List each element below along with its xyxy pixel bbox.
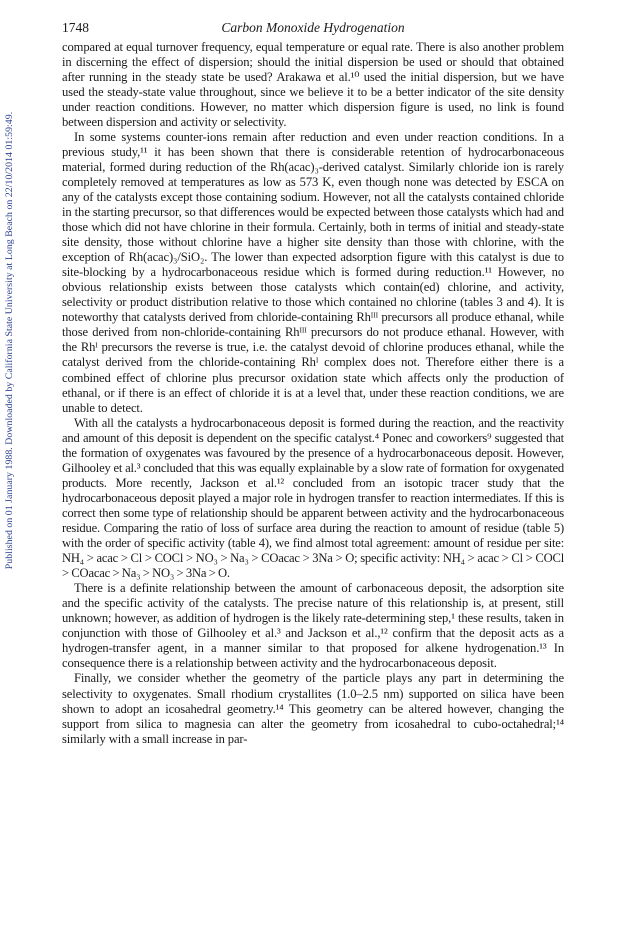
paragraph-hydrocarbonaceous-deposit: With all the catalysts a hydrocarbonaceous deposit is formed during the reaction, and the reactivity and amount of this deposit is dependent on the specific catalyst.⁴ Ponec and coworkers⁹ suggested that the formation of oxygenates was favoured by the presence of a hydrocarbonaceous deposit. However, Gilhooley et al.³ concluded that this was equally explainable by a slow rate of formation for oxygenated products. More recently, Jackson et al.¹² concluded from an isotopic tracer study that the hydrocarbonaceous deposit played a major role in hydrogen transfer to reaction intermediates. If this is correct then some type of relationship should be apparent between activity and the hydrocarbonaceous residue. Comparing the ratio of loss of surface area during the reaction to amount of residue (table 5) with the order of specific activity (table 4), we find almost total agreement: amount of residue per site: NH₄ > acac > Cl > COCl > NO₃ > Na₃ > COacac > 3Na > O; specific activity: NH₄ > acac > Cl > COCl > COacac > Na₃ > NO₃ > 3Na > O.	[62, 415, 564, 581]
paragraph-counter-ions: In some systems counter-ions remain after reduction and even under reaction conditions. In a previous study,¹¹ it has been shown that there is considerable retention of hydrocarbonaceous material, formed during reduction of the Rh(acac)₃-derived catalyst. Similarly chloride ion is rarely completely removed at temperatures as low as 573 K, even though none was detected by ESCA on any of the catalysts except those containing sodium. However, not all the catalysts contained chloride in the starting precursor, so that differences would be expected between those catalysts which had and those which did not have chlorine in their formula. Certainly, both in terms of initial and steady-state site density, those without chlorine have a higher site density than those with chlorine, with the exception of Rh(acac)₃/SiO₂. The lower than expected adsorption figure with this catalyst is due to site-blocking by a hydrocarbonaceous residue which is formed during reduction.¹¹ However, no obvious relationship exists between those catalysts which contain(ed) chlorine, and activity, selectivity or product distribution relative to those which contained no chlorine (tables 3 and 4). It is noteworthy that catalysts derived from chloride-containing Rhᴵᴵᴵ precursors all produce ethanal, while those derived from non-chloride-containing Rhᴵᴵᴵ precursors do not produce ethanal. However, with the Rhᴵ precursors the reverse is true, i.e. the catalyst devoid of chlorine produces ethanal, while the catalyst derived from the chloride-containing Rhᴵ complex does not. Therefore either there is a combined effect of chlorine plus precursor oxidation state which affects only the production of ethanal, or if there is an effect of chloride it is at a level that, under these reaction conditions, we are unable to detect.	[62, 129, 564, 415]
running-title: Carbon Monoxide Hydrogenation	[221, 20, 405, 35]
paragraph-activity-relationship: There is a definite relationship between the amount of carbonaceous deposit, the adsorption site and the specific activity of the catalysts. The precise nature of this relationship is, at present, still unknown; however, as addition of hydrogen is the likely rate-determining step,¹ these results, taken in conjunction with those of Gilhooley et al.³ and Jackson et al.,¹² confirm that the deposit acts as a hydrogen-transfer agent, in a manner similar to that proposed for alkene hydrogenation.¹³ In consequence there is a relationship between activity and the hydrocarbonaceous deposit.	[62, 581, 564, 671]
page-header	[62, 20, 564, 38]
paragraph-particle-geometry: Finally, we consider whether the geometry of the particle plays any part in determining the selectivity to oxygenates. Small rhodium crystallites (1.0–2.5 nm) supported on silica have been shown to adopt an icosahedral geometry.¹⁴ This geometry can be altered however, changing the support from silica to magnesia can alter the geometry from icosahedral to cubo-octahedral;¹⁴ similarly with a small increase in par-	[62, 671, 564, 746]
article-body	[62, 40, 564, 747]
download-watermark	[1, 60, 19, 620]
page-number: 1748	[62, 20, 89, 35]
download-watermark-text: Published on 01 January 1988. Downloaded by California State University at Long Beach on 22/10/2014 01:59:49.	[4, 111, 16, 569]
paragraph-dispersion: compared at equal turnover frequency, equal temperature or equal rate. There is also another problem in discerning the effect of dispersion; should the initial dispersion be used or should that obtained after running in the steady state be used? Arakawa et al.¹⁰ used the initial dispersion, but we have used the steady-state value throughout, since we believe it to be a better indicator of the site density under reaction conditions. However, no matter which dispersion figure is used, no link is found between dispersion and activity or selectivity.	[62, 39, 564, 129]
